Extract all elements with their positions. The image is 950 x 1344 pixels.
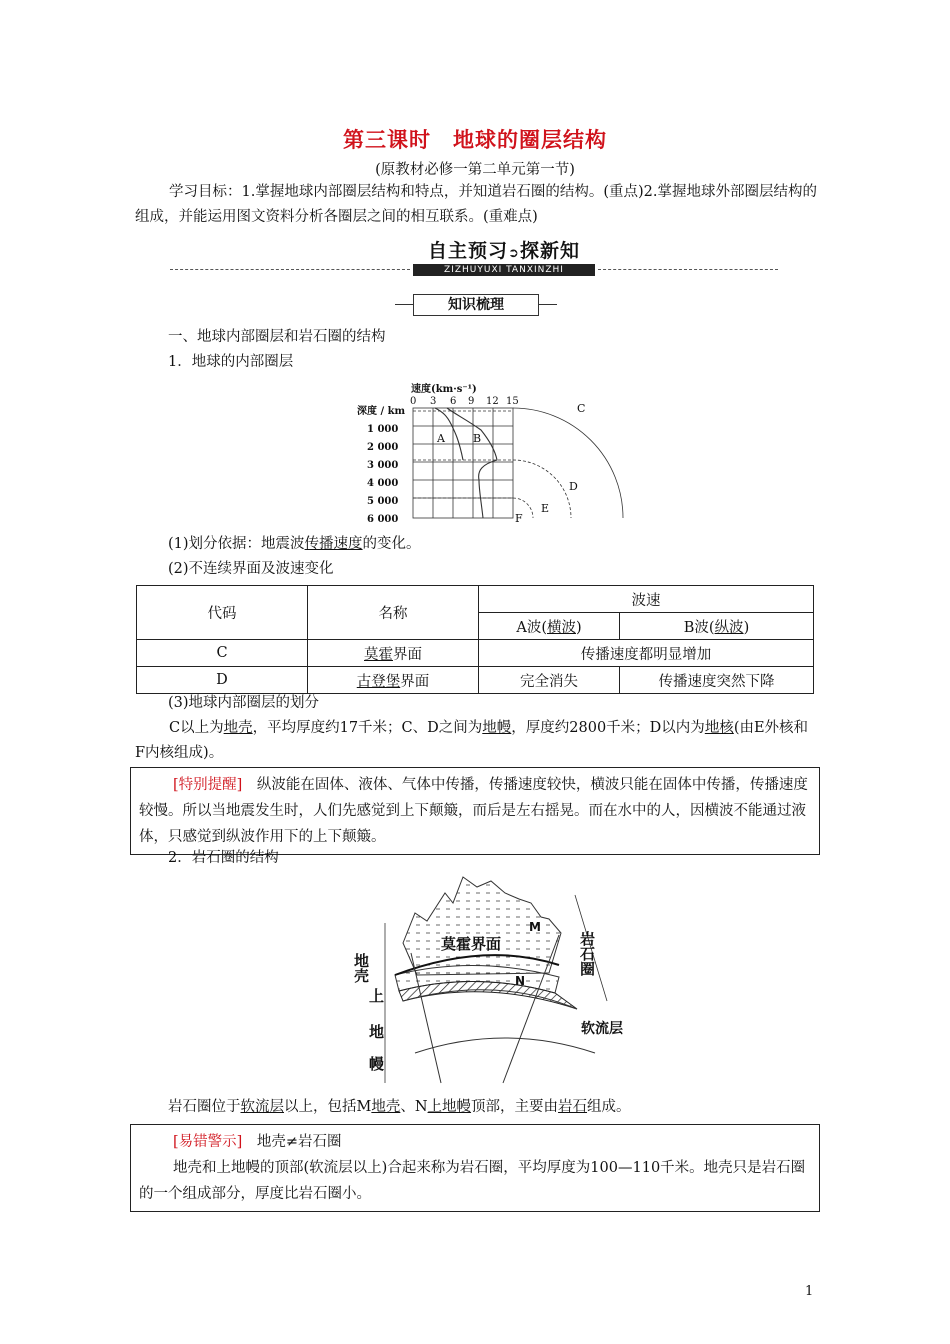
wave-table [136, 585, 814, 694]
section-banner [413, 238, 595, 276]
mantle-label-1: 地 [369, 1023, 385, 1041]
section-tag: 知识梳理 [413, 294, 539, 316]
banner-text-a: 自主预习 [428, 240, 509, 262]
speed-tick: 6 [450, 396, 457, 407]
item-2: (2)不连续界面及波速变化 [168, 561, 334, 577]
page-title: 第三课时 地球的圈层结构 [343, 128, 607, 152]
speed-tick: 0 [410, 396, 417, 407]
cell-d-b: 传播速度突然下降 [620, 667, 814, 694]
speed-axis-label: 速度(km·s⁻¹) [411, 384, 477, 395]
label-d: D [569, 480, 578, 493]
depth-axis-label: 深度 / km [357, 406, 406, 417]
label-a: A [437, 432, 445, 445]
depth-tick: 2 000 [367, 442, 399, 453]
crust-label: 地壳 [352, 953, 370, 983]
item-1-text: (1)划分依据：地震波 [168, 536, 305, 552]
note-warning-text: 地壳和上地幔的顶部(软流层以上)合起来称为岩石圈，平均厚度为100—110千米。地壳只是岩石圈的一个组成部分，厚度比岩石圈小。 [139, 1160, 806, 1202]
divider-left [170, 269, 410, 270]
banner-text-b: 探新知 [519, 240, 580, 262]
speed-tick: 9 [468, 396, 475, 407]
speed-tick: 12 [486, 396, 499, 407]
heading-1: 一、地球内部圈层和岩石圈的结构 [168, 329, 386, 345]
learning-objectives: 学习目标：1.掌握地球内部圈层结构和特点，并知道岩石圈的结构。(重点)2.掌握地球外部圈层结构的组成，并能运用图文资料分析各圈层之间的相互联系。(重难点) [135, 184, 817, 225]
depth-tick: 3 000 [367, 460, 399, 471]
cell-c-name: 莫霍界面 [308, 640, 479, 667]
banner-pinyin: ZIZHUYUXI TANXINZHI [413, 264, 595, 276]
item-3: (3)地球内部圈层的划分 [168, 695, 320, 711]
divider-right [598, 269, 778, 270]
speed-tick: 3 [430, 396, 437, 407]
banner-arrow-icon: ➲ [508, 246, 520, 261]
page-subtitle: (原教材必修一第二单元第一节) [375, 162, 575, 178]
item-3-text: C以上为地壳，平均厚度约17千米；C、D之间为地幔，厚度约2800千米；D以内为地核(由E外核和F内核组成)。 [135, 720, 809, 761]
cell-d-name: 古登堡界面 [308, 667, 479, 694]
label-n: N [515, 974, 526, 988]
label-m: M [529, 920, 541, 934]
label-c: C [577, 402, 586, 415]
note-special-text: 纵波能在固体、液体、气体中传播，传播速度较快，横波只能在固体中传播，传播速度较慢。所以当地震发生时，人们先感觉到上下颠簸，而后是左右摇晃。而在水中的人，因横波不能通过液体，只感觉到纵波作用下的上下颠簸。 [139, 777, 808, 845]
lithosphere-label: 岩石圈 [578, 931, 596, 976]
heading-2: 2．岩石圈的结构 [168, 850, 279, 866]
label-e: E [541, 502, 550, 515]
item-1-key: 传播速度 [304, 536, 363, 552]
lithosphere-diagram [352, 873, 655, 1088]
depth-tick: 4 000 [367, 478, 399, 489]
moho-label: 莫霍界面 [441, 935, 502, 953]
cell-d-code: D [137, 667, 308, 694]
page-number: 1 [805, 1284, 814, 1299]
asthenosphere-label: 软流层 [581, 1021, 623, 1037]
depth-tick: 5 000 [367, 496, 399, 507]
th-b-wave: B波(纵波) [620, 613, 814, 640]
depth-tick: 6 000 [367, 514, 399, 525]
note-warning-head: 地壳≠岩石圈 [256, 1134, 342, 1150]
upper-label: 上 [369, 987, 385, 1005]
th-speed: 波速 [479, 586, 814, 613]
note-special [130, 767, 820, 855]
th-a-wave: A波(横波) [479, 613, 620, 640]
cell-c-speed: 传播速度都明显增加 [479, 640, 814, 667]
label-b: B [473, 432, 482, 445]
th-code: 代码 [137, 586, 308, 640]
cell-c-code: C [137, 640, 308, 667]
item-1-text-end: 的变化。 [362, 536, 421, 552]
note-special-tag: [特别提醒] [173, 777, 243, 793]
label-f: F [515, 512, 523, 525]
item-1 [168, 532, 850, 557]
note-warning-tag: [易错警示] [173, 1134, 243, 1150]
mantle-label-2: 幔 [369, 1055, 385, 1073]
depth-tick: 1 000 [367, 424, 399, 435]
heading-1-1: 1．地球的内部圈层 [168, 354, 294, 370]
speed-tick: 15 [506, 396, 519, 407]
lithosphere-text: 岩石圈位于软流层以上，包括M地壳、N上地幔顶部，主要由岩石组成。 [168, 1099, 631, 1115]
th-name: 名称 [308, 586, 479, 640]
cell-d-a: 完全消失 [479, 667, 620, 694]
note-warning [130, 1124, 820, 1212]
seismic-wave-chart [355, 380, 635, 530]
